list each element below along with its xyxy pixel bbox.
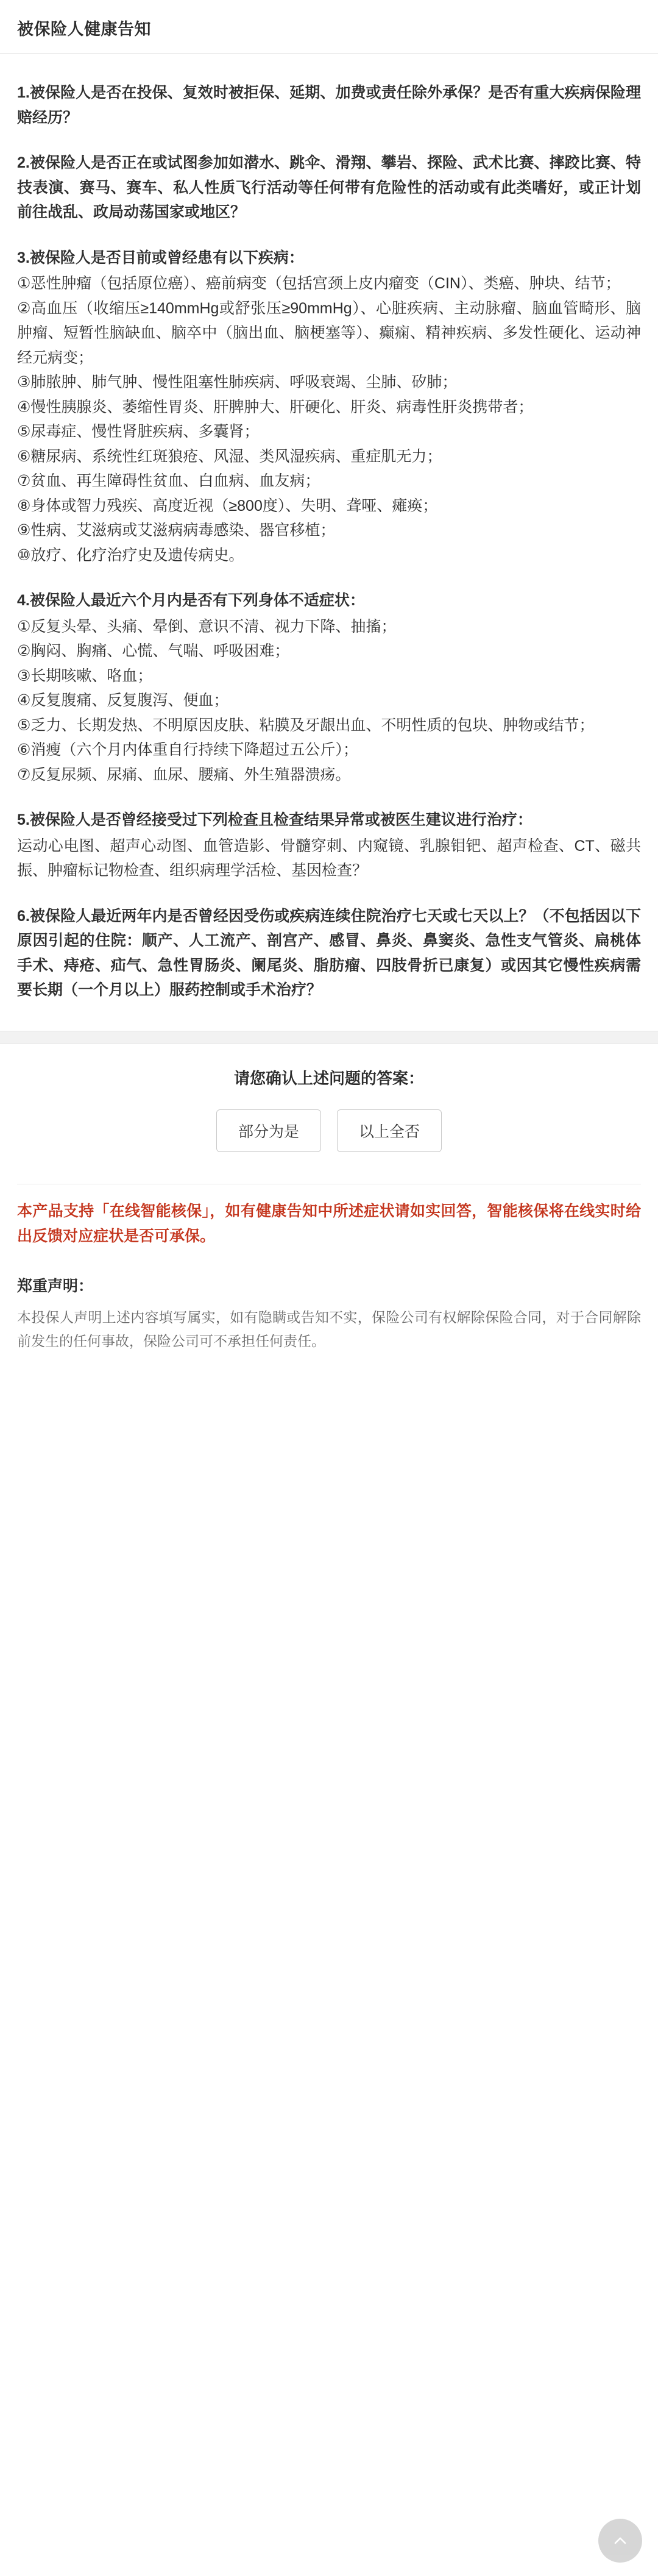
question-title: 2.被保险人是否正在或试图参加如潜水、跳伞、滑翔、攀岩、探险、武术比赛、摔跤比赛、特技表演、赛马、赛车、私人性质飞行活动等任何带有危险性的活动或有此类嗜好，或正计划前往战乱、政局动荡国家或地区？ [17, 154, 641, 221]
question-block [17, 151, 641, 225]
question-item: ⑧身体或智力残疾、高度近视（≥800度）、失明、聋哑、瘫痪； [17, 497, 438, 514]
question-title: 6.被保险人最近两年内是否曾经因受伤或疾病连续住院治疗七天或七天以上？（不包括因以下原因引起的住院：顺产、人工流产、剖宫产、感冒、鼻炎、鼻窦炎、急性支气管炎、扁桃体手术、痔疮、疝气、急性胃肠炎、阑尾炎、脂肪瘤、四肢骨折已康复）或因其它慢性疾病需要长期（一个月以上）服药控制或手术治疗？ [17, 907, 641, 998]
question-items [17, 614, 641, 788]
back-to-top-button[interactable] [598, 2519, 642, 2563]
section-divider [0, 1031, 658, 1044]
question-title: 5.被保险人是否曾经接受过下列检查且检查结果异常或被医生建议进行治疗： [17, 811, 532, 828]
question-title: 1.被保险人是否在投保、复效时被拒保、延期、加费或责任除外承保？是否有重大疾病保险理赔经历？ [17, 84, 641, 126]
question-subtext: 运动心电图、超声心动图、血管造影、骨髓穿刺、内窥镜、乳腺钼钯、超声检查、CT、磁共振、肿瘤标记物检查、组织病理学活检、基因检查？ [17, 837, 641, 879]
question-item: ③长期咳嗽、咯血； [17, 667, 153, 685]
question-item: ⑩放疗、化疗治疗史及遗传病史。 [17, 546, 244, 564]
page-header [0, 0, 658, 54]
confirm-buttons [17, 1109, 641, 1152]
confirm-title: 请您确认上述问题的答案： [233, 1069, 424, 1087]
question-item: ③肺脓肿、肺气肿、慢性阻塞性肺疾病、呼吸衰竭、尘肺、矽肺； [17, 374, 458, 391]
question-item: ④反复腹痛、反复腹泻、便血； [17, 692, 229, 709]
statement-body: 本投保人声明上述内容填写属实，如有隐瞒或告知不实，保险公司有权解除保险合同，对于合同解除前发生的任何事故，保险公司可不承担任何责任。 [17, 1309, 641, 1349]
question-block [17, 588, 641, 787]
question-title: 3.被保险人是否目前或曾经患有以下疾病： [17, 249, 304, 266]
chevron-up-icon [610, 2530, 631, 2551]
notice-text: 本产品支持「在线智能核保」，如有健康告知中所述症状请如实回答，智能核保将在线实时给出反馈对应症状是否可承保。 [17, 1202, 641, 1245]
question-block [17, 808, 641, 883]
question-item: ②高血压（收缩压≥140mmHg或舒张压≥90mmHg）、心脏疾病、主动脉瘤、脑血管畸形、脑肿瘤、短暂性脑缺血、脑卒中（脑出血、脑梗塞等）、癫痫、精神疾病、多发性硬化、运动神经元病变； [17, 299, 641, 366]
question-item: ⑨性病、艾滋病或艾滋病病毒感染、器官移植； [17, 522, 336, 539]
question-block [17, 80, 641, 130]
confirm-section [0, 1044, 658, 1158]
question-item: ⑤乏力、长期发热、不明原因皮肤、粘膜及牙龈出血、不明性质的包块、肿物或结节； [17, 716, 595, 734]
partially-yes-button[interactable]: 部分为是 [216, 1109, 321, 1152]
question-item: ⑤尿毒症、慢性肾脏疾病、多囊肾； [17, 423, 260, 440]
question-item: ①恶性肿瘤（包括原位癌）、癌前病变（包括宫颈上皮内瘤变（CIN）、类癌、肿块、结节； [17, 275, 621, 292]
question-item: ①反复头晕、头痛、晕倒、意识不清、视力下降、抽搐； [17, 617, 397, 635]
questions-list [0, 54, 658, 1006]
statement-title: 郑重声明： [17, 1277, 94, 1295]
online-underwriting-notice [17, 1184, 641, 1250]
question-title: 4.被保险人最近六个月内是否有下列身体不适症状： [17, 592, 365, 609]
question-items [17, 271, 641, 568]
question-item: ⑦反复尿频、尿痛、血尿、腰痛、外生殖器溃疡。 [17, 766, 351, 783]
question-item: ②胸闷、胸痛、心慌、气喘、呼吸困难； [17, 642, 290, 660]
question-item: ⑥糖尿病、系统性红斑狼疮、风湿、类风湿疾病、重症肌无力； [17, 447, 442, 465]
question-item: ⑦贫血、再生障碍性贫血、白血病、血友病； [17, 472, 320, 489]
solemn-statement-section [17, 1274, 641, 1390]
question-item: ④慢性胰腺炎、萎缩性胃炎、肝脾肿大、肝硬化、肝炎、病毒性肝炎携带者； [17, 398, 534, 416]
all-no-button[interactable]: 以上全否 [337, 1109, 442, 1152]
question-block [17, 904, 641, 1003]
question-block [17, 246, 641, 568]
page-title: 被保险人健康告知 [17, 20, 151, 38]
question-item: ⑥消瘦（六个月内体重自行持续下降超过五公斤）； [17, 741, 358, 758]
